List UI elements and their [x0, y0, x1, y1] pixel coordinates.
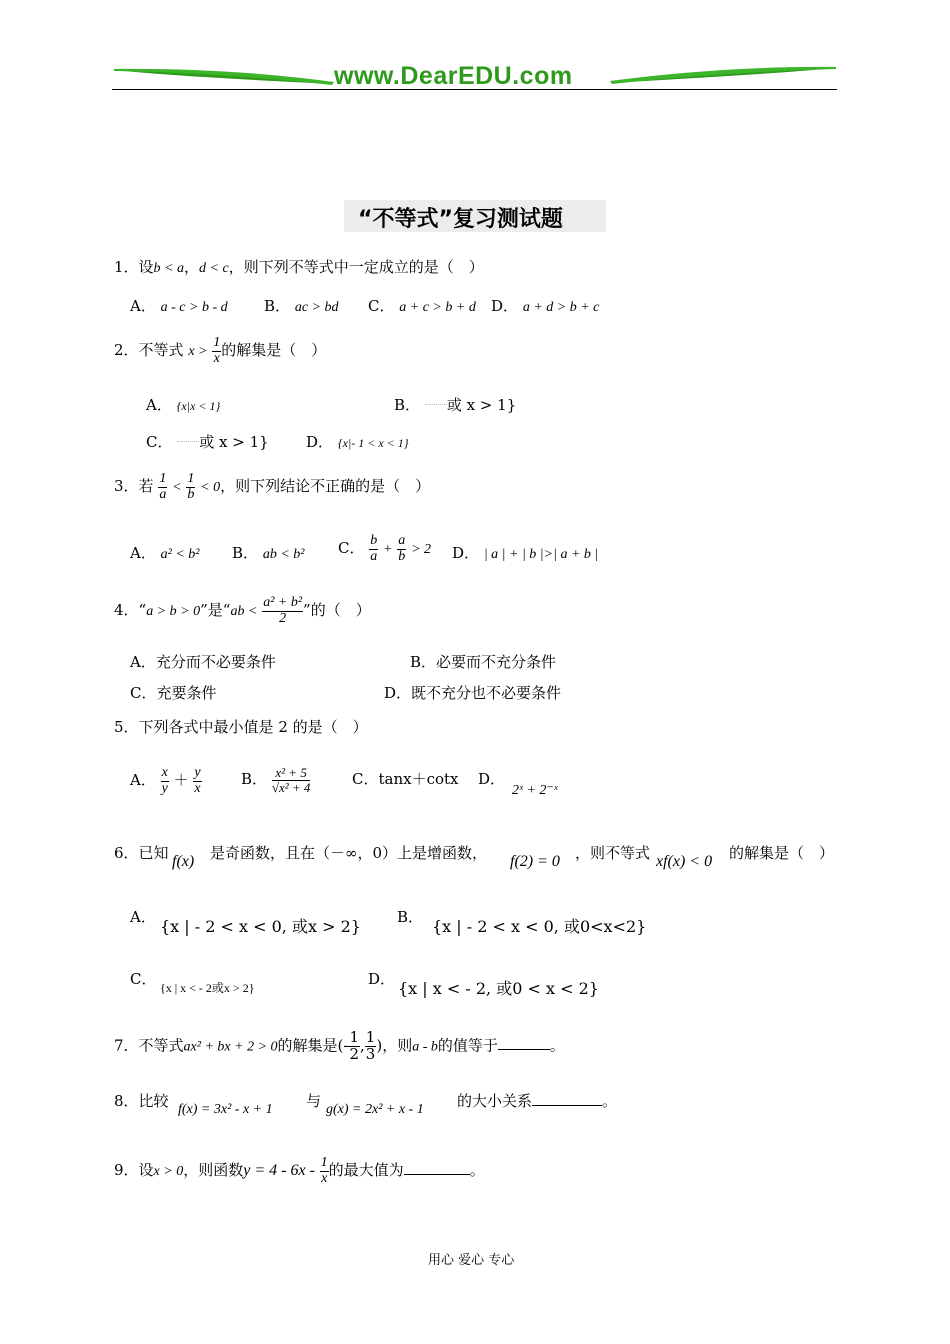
- q4-fraction: [262, 596, 303, 626]
- q2-fraction: [212, 336, 221, 366]
- q3-option-b-text: ab < b²: [262, 547, 305, 562]
- q4-stem-mid: ”是“: [200, 601, 231, 620]
- q1-option-b: [264, 295, 338, 316]
- q3-option-b: [232, 542, 304, 563]
- question-4-stem: [114, 596, 371, 626]
- q4-option-c: C．充要条件: [130, 684, 217, 702]
- q3-less-than: <: [172, 480, 182, 496]
- q1-stem-rest: ，则下列不等式中一定成立的是（ ）: [228, 258, 484, 276]
- q2-option-b-label: B．: [394, 396, 421, 414]
- q3-option-c-numerator-2: a: [398, 533, 406, 548]
- q2-denominator: x: [213, 350, 220, 366]
- q6-inequality: xf(x) < 0: [656, 853, 713, 870]
- q9-stem-rest: 的最大值为: [328, 1161, 404, 1180]
- q2-option-d-label: D．: [306, 433, 334, 451]
- q5-option-b-numerator: x² + 5: [272, 766, 311, 781]
- q4-lhs: ab <: [230, 604, 258, 620]
- q6-fx: f(x): [172, 853, 195, 870]
- q2-numerator: 1: [213, 335, 221, 350]
- q5-option-d-text: 2ˣ + 2⁻ˣ: [512, 783, 558, 798]
- q7-numerator-1: 1: [349, 1028, 359, 1046]
- question-2-stem: [114, 336, 326, 366]
- page-title-text: “不等式”复习测试题: [358, 207, 563, 232]
- q8-f: f(x) = 3x² - x + 1: [178, 1102, 273, 1117]
- q3-denominator-1: a: [159, 486, 167, 502]
- q7-denominator-2: 3: [365, 1044, 376, 1063]
- q4-stem-text: 4．“: [114, 601, 147, 620]
- q2-option-c-text: 或 x > 1}: [199, 433, 269, 451]
- q2-option-b-text: 或 x > 1}: [446, 396, 517, 414]
- q6-option-a-text: {x | - 2 < x < 0, 或x > 2}: [160, 917, 361, 936]
- q7-fraction-1: [348, 1030, 360, 1063]
- q3-option-d: [452, 542, 598, 563]
- q3-denominator-2: b: [187, 486, 195, 502]
- q3-option-d-text: | a | + | b |>| a + b |: [483, 547, 599, 562]
- question-8-stem: 8．比较: [114, 1092, 169, 1110]
- q6-f2: f(2) = 0: [510, 853, 560, 870]
- q1-option-c: [368, 295, 476, 316]
- q5-option-b: [241, 766, 310, 794]
- q5-option-b-label: B．: [241, 770, 268, 789]
- q9-condition: x > 0: [153, 1164, 184, 1180]
- q6-option-c-label: C．: [130, 970, 157, 988]
- q5-option-a: [130, 766, 202, 796]
- q2-option-a: [146, 394, 220, 415]
- q3-option-c-tail: > 2: [411, 542, 432, 558]
- q9-expression: y = 4 - 6x -: [243, 1162, 315, 1180]
- q1-option-d: [491, 295, 599, 316]
- q1-option-a: [130, 295, 228, 316]
- q1-option-d-label: D．: [491, 297, 519, 315]
- q3-tail: < 0: [200, 480, 221, 496]
- q2-option-a-label: A．: [146, 396, 172, 414]
- q3-fraction-1: [158, 472, 167, 502]
- q1-condition-1: b < a: [153, 261, 184, 276]
- q3-numerator-2: 1: [187, 471, 195, 486]
- q2-stem-text: 2．不等式: [114, 341, 184, 360]
- q7-stem-mid-2: ，则: [382, 1036, 413, 1055]
- q5-option-a-plus: ＋: [173, 771, 189, 790]
- q2-option-c-label: C．: [146, 433, 173, 451]
- q5-option-a-denominator-2: x: [194, 780, 201, 796]
- q2-option-b: [394, 394, 516, 415]
- q7-denominator-1: 2: [349, 1044, 359, 1063]
- q3-numerator-1: 1: [159, 471, 167, 486]
- q7-stem-rest: 的值等于: [437, 1036, 498, 1055]
- q6-stem-mid-1: 是奇函数，且在（－∞，0）上是增函数，: [210, 844, 488, 862]
- q6-option-c-text: {x | x < - 2或x > 2}: [160, 981, 255, 995]
- q7-close-paren: ): [376, 1036, 383, 1055]
- q5-option-a-fraction-2: [193, 766, 201, 796]
- q5-option-a-numerator-1: x: [161, 765, 168, 780]
- q8-rest: [457, 1090, 617, 1111]
- q9-denominator: x: [321, 1170, 328, 1186]
- q8-end: 。: [602, 1092, 618, 1110]
- q9-fraction: [320, 1156, 329, 1186]
- q4-option-b: B．必要而不充分条件: [410, 653, 557, 671]
- q3-option-c-denominator-2: b: [398, 548, 406, 564]
- question-5-stem: 5．下列各式中最小值是 2 的是（ ）: [114, 718, 368, 736]
- q1-option-d-text: a + d > b + c: [522, 300, 600, 315]
- q2-option-d: [306, 431, 409, 452]
- q7-comma: ,: [360, 1036, 365, 1055]
- q3-option-c-fraction-2: [397, 534, 406, 564]
- q7-stem-mid: 的解集是: [277, 1036, 338, 1055]
- q1-option-c-label: C．: [368, 297, 395, 315]
- q4-stem-rest: ”的（ ）: [303, 601, 371, 620]
- question-3-stem: [114, 472, 430, 502]
- question-6-stem-start: 6．已知: [114, 844, 169, 862]
- q1-stem-text: 1．设: [114, 258, 154, 276]
- question-9-stem: [114, 1156, 485, 1186]
- page-title: [344, 200, 606, 232]
- q4-option-a: A．充分而不必要条件: [130, 653, 276, 671]
- q4-denominator: 2: [279, 610, 287, 626]
- q9-answer-blank[interactable]: [404, 1174, 470, 1175]
- q8-answer-blank[interactable]: [532, 1105, 602, 1106]
- q2-option-c: [146, 431, 269, 452]
- q1-option-c-text: a + c > b + d: [399, 300, 476, 315]
- q5-option-b-fraction: [272, 766, 311, 794]
- q4-numerator: a² + b²: [263, 595, 303, 610]
- q6-stem-rest: 的解集是（ ）: [729, 844, 835, 862]
- q1-condition-2: d < c: [199, 261, 229, 276]
- q3-option-c-plus: +: [383, 542, 393, 558]
- q5-option-c: C．tanx＋cotx: [352, 770, 459, 788]
- q3-option-c: [338, 534, 431, 564]
- q1-separator: ，: [184, 258, 200, 276]
- q5-option-a-denominator-1: y: [161, 780, 168, 796]
- question-7-stem: [114, 1030, 565, 1063]
- q6-option-d-label: D．: [368, 970, 396, 988]
- q3-option-c-fraction-1: [369, 534, 378, 564]
- q7-answer-blank[interactable]: [498, 1049, 550, 1050]
- q6-option-b-label: B．: [397, 908, 424, 926]
- q7-expression: a - b: [412, 1039, 438, 1055]
- q2-option-c-faint-formula: [177, 441, 199, 447]
- q7-fraction-2: [365, 1030, 377, 1063]
- q3-option-c-label: C．: [338, 539, 365, 558]
- q7-stem-text: 7．不等式: [114, 1036, 184, 1055]
- q6-option-b-text: {x | - 2 < x < 0, 或0<x<2}: [432, 917, 647, 936]
- q5-option-d-label: D．: [478, 770, 506, 788]
- q1-option-a-text: a - c > b - d: [160, 300, 228, 315]
- q3-stem-rest: ，则下列结论不正确的是（ ）: [220, 477, 431, 496]
- q9-end: 。: [469, 1161, 485, 1180]
- q2-option-d-text: {x|- 1 < x < 1}: [337, 436, 409, 450]
- q9-stem-text: 9．设: [114, 1161, 154, 1180]
- q3-option-c-numerator-1: b: [370, 533, 378, 548]
- q3-option-d-label: D．: [452, 544, 480, 562]
- page-footer: 用心 爱心 专心: [428, 1253, 515, 1268]
- q3-stem-text: 3．若: [114, 477, 154, 496]
- q9-numerator: 1: [320, 1155, 328, 1170]
- q5-option-a-fraction-1: [161, 766, 169, 796]
- q2-stem-rest: 的解集是（ ）: [221, 341, 327, 360]
- q8-rest-text: 的大小关系: [457, 1092, 533, 1110]
- q2-lhs: x >: [188, 344, 208, 360]
- q9-stem-mid: ，则函数: [183, 1161, 244, 1180]
- q7-numerator-2: 1: [365, 1028, 376, 1046]
- q3-option-a-label: A．: [130, 544, 156, 562]
- q8-g: g(x) = 2x² + x - 1: [326, 1102, 424, 1117]
- q4-option-d: D．既不充分也不必要条件: [384, 684, 562, 702]
- q6-option-d-text: {x | x < - 2, 或0 < x < 2}: [398, 979, 599, 998]
- site-logo-text: www.DearEDU.com: [334, 62, 573, 90]
- q3-fraction-2: [186, 472, 195, 502]
- q5-option-a-label: A．: [130, 771, 156, 790]
- q5-option-b-denominator: √x² + 4: [271, 779, 311, 795]
- q7-inequality: ax² + bx + 2 > 0: [183, 1039, 278, 1055]
- q5-option-a-numerator-2: y: [194, 765, 201, 780]
- q7-open-paren: (-: [337, 1036, 349, 1055]
- q8-with: 与: [306, 1092, 322, 1110]
- question-1-stem: [114, 256, 484, 277]
- q2-option-a-text: {x|x < 1}: [176, 399, 221, 413]
- q3-option-a-text: a² < b²: [160, 547, 200, 562]
- q6-option-a-label: A．: [130, 908, 156, 926]
- header-rule: [112, 89, 837, 90]
- q1-option-b-label: B．: [264, 297, 291, 315]
- q2-option-b-faint-formula: [425, 404, 447, 410]
- q3-option-c-denominator-1: a: [370, 548, 378, 564]
- q4-condition: a > b > 0: [146, 604, 201, 620]
- q7-end: 。: [549, 1036, 565, 1055]
- q6-stem-mid-2: ，则不等式: [575, 844, 651, 862]
- q1-option-a-label: A．: [130, 297, 156, 315]
- q1-option-b-text: ac > bd: [294, 300, 339, 315]
- q3-option-a: [130, 542, 199, 563]
- q3-option-b-label: B．: [232, 544, 259, 562]
